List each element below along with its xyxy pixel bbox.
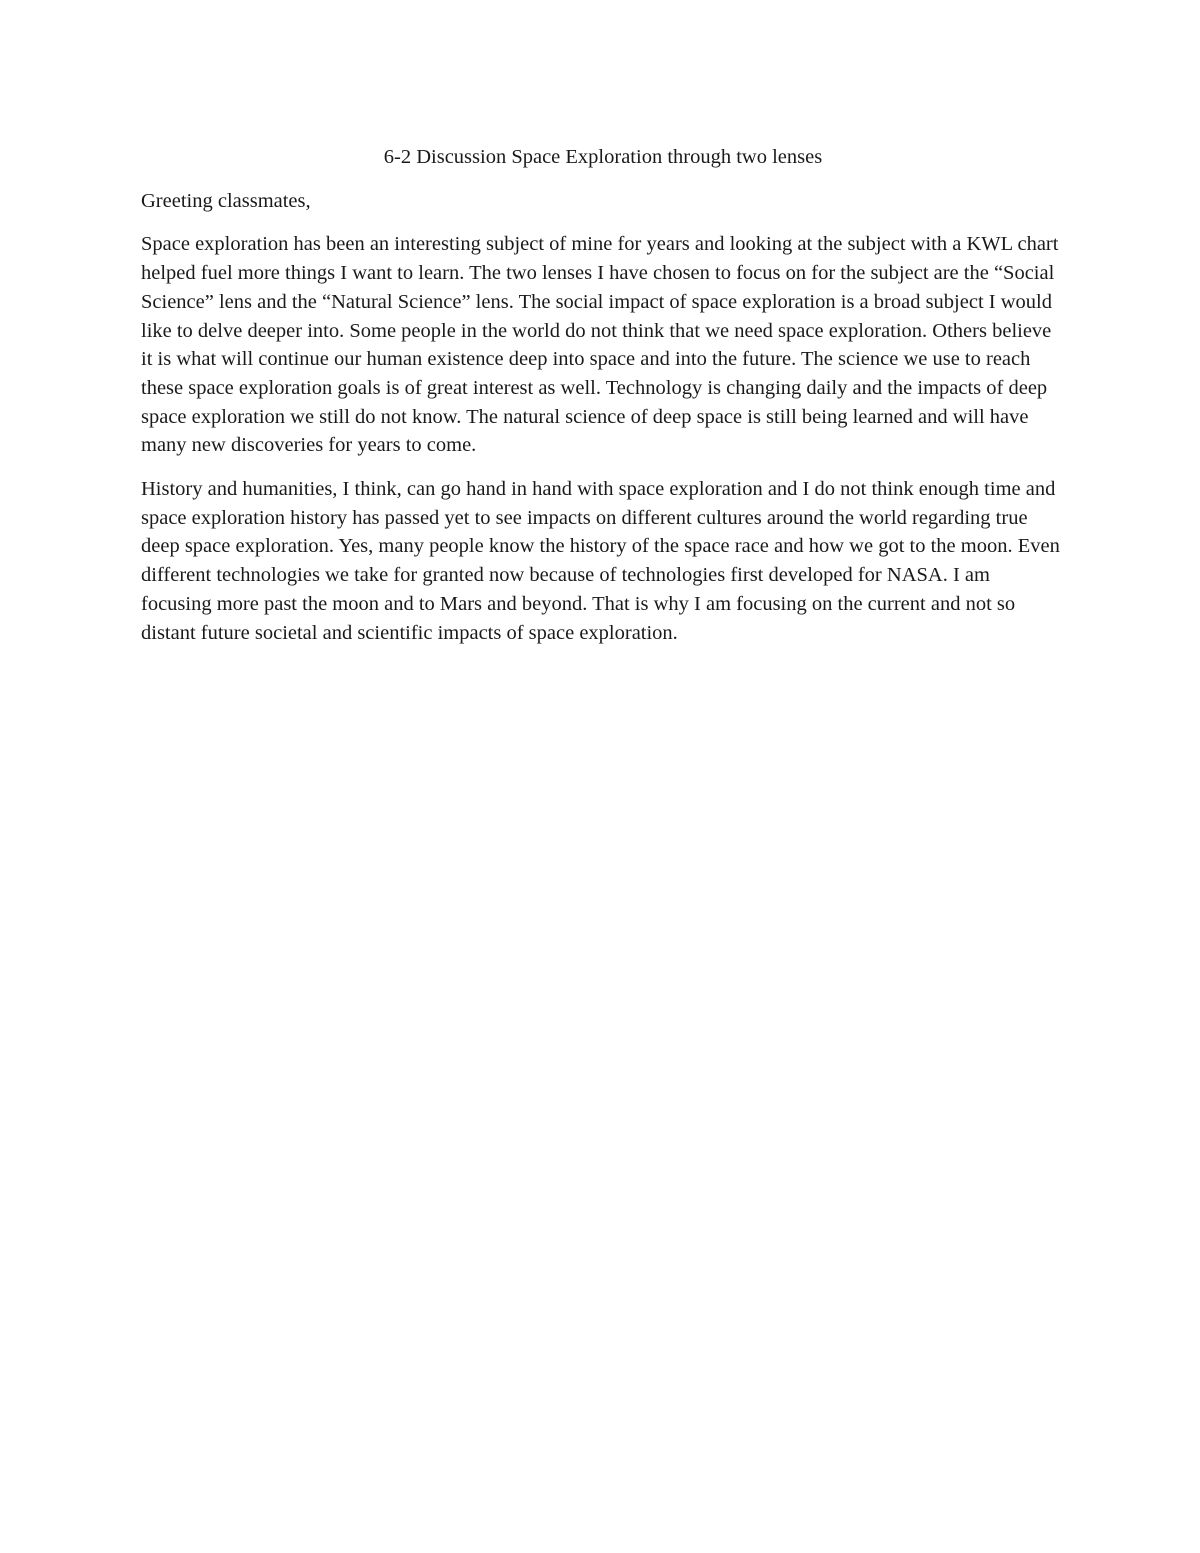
document-title: 6-2 Discussion Space Exploration through two lenses [383, 146, 823, 168]
document-body [141, 143, 1065, 662]
paragraph-2: History and humanities, I think, can go hand in hand with space exploration and I do not think enough time and space exploration history has passed yet to see impacts on different cultures around the world regarding true deep space exploration. Yes, many people know the history of the space race and how we got to the moon. Even different technologies we take for granted now because of technologies first developed for NASA. I am focusing more past the moon and to Mars and beyond. That is why I am focusing on the current and not so distant future societal and scientific impacts of space exploration. [141, 478, 1060, 644]
paragraph-1: Space exploration has been an interesting subject of mine for years and looking at the subject with a KWL chart helped fuel more things I want to learn. The two lenses I have chosen to focus on for the subject are the “Social Science” lens and the “Natural Science” lens. The social impact of space exploration is a broad subject I would like to delve deeper into. Some people in the world do not think that we need space exploration. Others believe it is what will continue our human existence deep into space and into the future. The science we use to reach these space exploration goals is of great interest as well. Technology is changing daily and the impacts of deep space exploration we still do not know. The natural science of deep space is still being learned and will have many new discoveries for years to come. [141, 233, 1059, 457]
greeting-line: Greeting classmates, [141, 189, 311, 212]
